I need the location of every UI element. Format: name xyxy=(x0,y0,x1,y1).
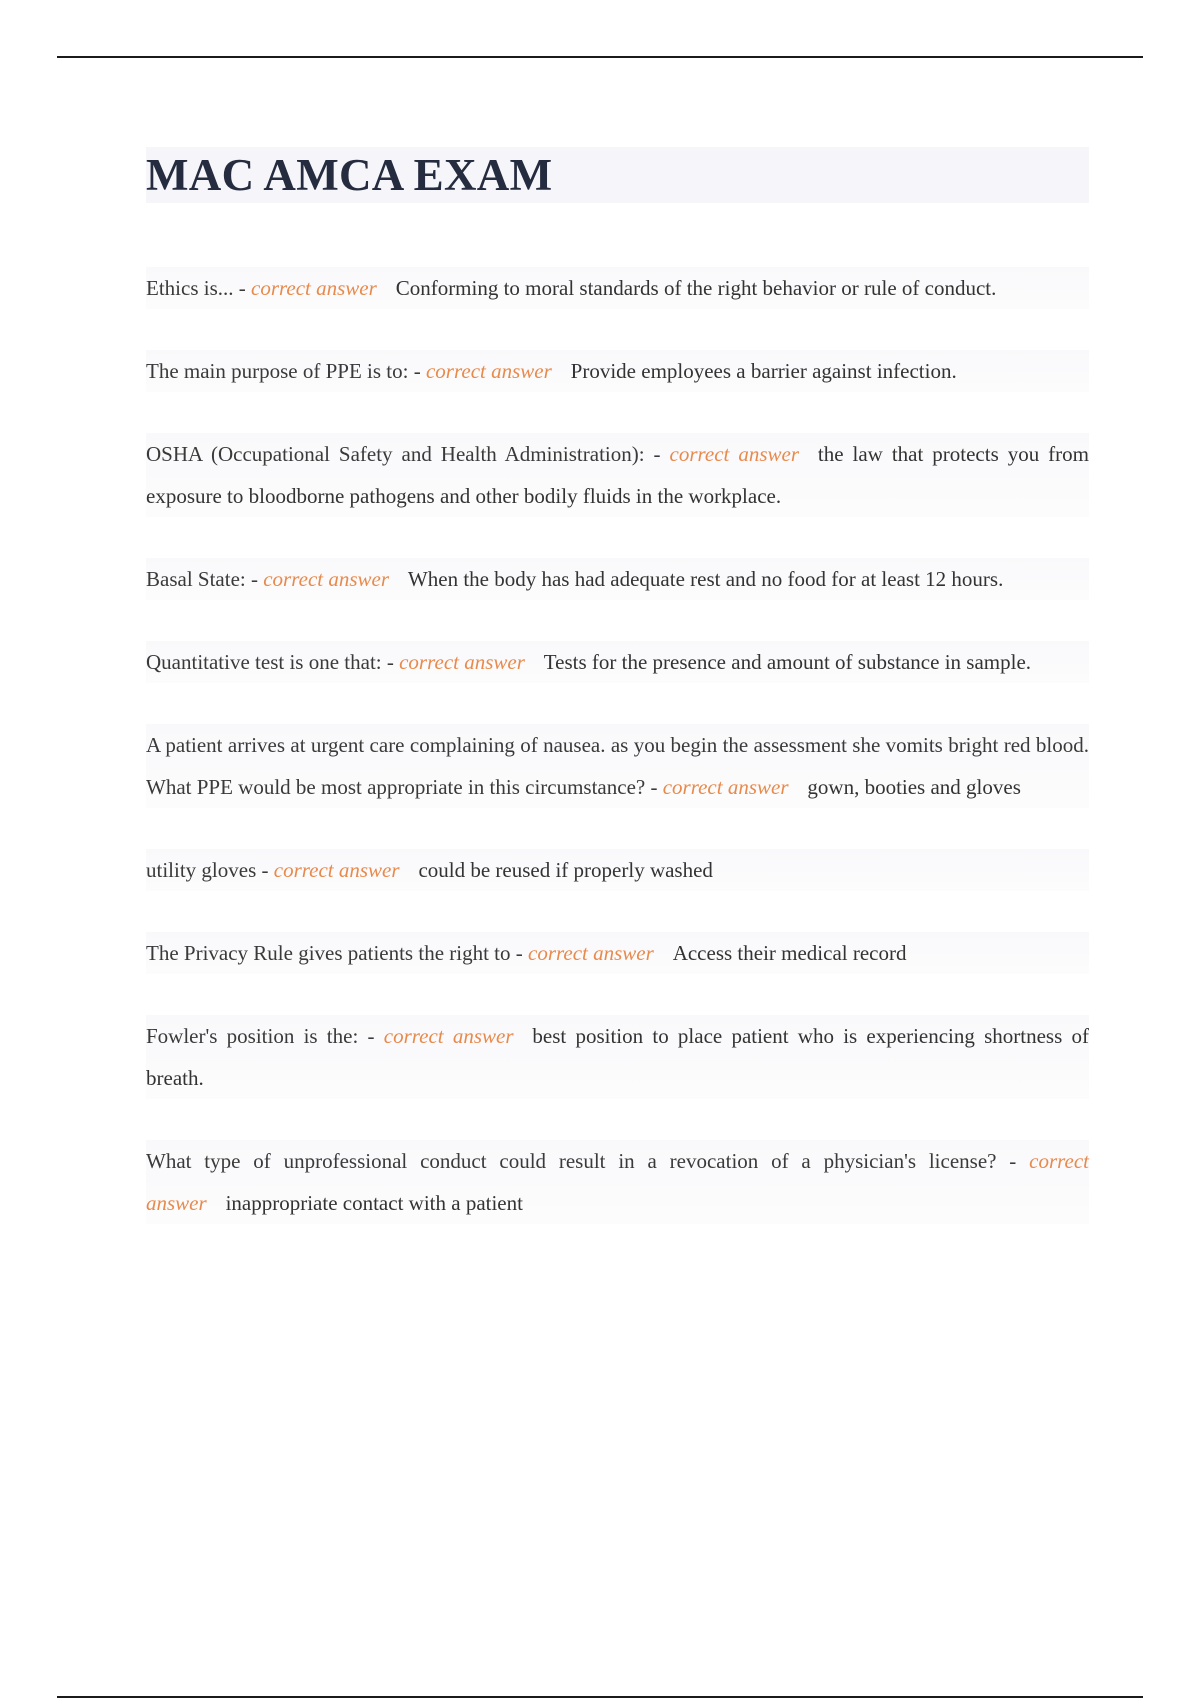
qa-item xyxy=(146,724,1089,808)
question-text: Quantitative test is one that: - xyxy=(146,650,400,674)
document-body xyxy=(146,147,1089,1265)
qa-item xyxy=(146,267,1089,309)
title-band xyxy=(146,147,1089,203)
answer-text: gown, booties and gloves xyxy=(807,775,1021,799)
answer-label: correct answer xyxy=(146,1149,1089,1215)
answer-label: correct answer xyxy=(383,1024,514,1048)
answer-text: inappropriate contact with a patient xyxy=(225,1191,523,1215)
question-text: Fowler's position is the: - xyxy=(146,1024,384,1048)
question-text: Basal State: - xyxy=(146,567,264,591)
answer-text: When the body has had adequate rest and no food for at least 12 hours. xyxy=(407,567,1004,591)
document-title: MAC AMCA EXAM xyxy=(146,149,553,200)
answer-label: correct answer xyxy=(251,276,377,300)
question-text: utility gloves - xyxy=(146,858,274,882)
answer-text: best position to place patient who is experiencing shortness of breath. xyxy=(146,1024,1089,1090)
question-text: Ethics is... - xyxy=(146,276,251,300)
answer-text: Access their medical record xyxy=(672,941,907,965)
bottom-rule xyxy=(57,1696,1143,1698)
question-text: The main purpose of PPE is to: - xyxy=(146,359,426,383)
question-text: A patient arrives at urgent care complaining of nausea. as you begin the assessment she vomits bright red blood. What PPE would be most appropriate in this circumstance? - xyxy=(146,733,1089,799)
answer-label: correct answer xyxy=(263,567,390,591)
answer-label: correct answer xyxy=(273,858,400,882)
answer-label: correct answer xyxy=(399,650,525,674)
answer-text: Conforming to moral standards of the right behavior or rule of conduct. xyxy=(395,276,997,300)
qa-item xyxy=(146,1140,1089,1224)
qa-item xyxy=(146,849,1089,891)
qa-item xyxy=(146,1015,1089,1099)
answer-text: could be reused if properly washed xyxy=(418,858,713,882)
answer-text: the law that protects you from exposure to bloodborne pathogens and other bodily fluids in the workplace. xyxy=(146,442,1090,508)
top-rule xyxy=(57,56,1143,58)
qa-list xyxy=(146,267,1089,1224)
qa-item xyxy=(146,350,1089,392)
answer-label: correct answer xyxy=(425,359,552,383)
qa-item xyxy=(146,558,1089,600)
qa-item xyxy=(146,932,1089,974)
answer-text: Tests for the presence and amount of substance in sample. xyxy=(543,650,1032,674)
qa-item xyxy=(146,433,1089,517)
answer-label: correct answer xyxy=(528,941,654,965)
answer-text: Provide employees a barrier against infection. xyxy=(570,359,957,383)
answer-label: correct answer xyxy=(669,442,800,466)
answer-label: correct answer xyxy=(662,775,789,799)
question-text: The Privacy Rule gives patients the right to - xyxy=(146,941,528,965)
question-text: What type of unprofessional conduct could result in a revocation of a physician's license? - xyxy=(146,1149,1030,1173)
question-text: OSHA (Occupational Safety and Health Administration): - xyxy=(146,442,670,466)
qa-item xyxy=(146,641,1089,683)
